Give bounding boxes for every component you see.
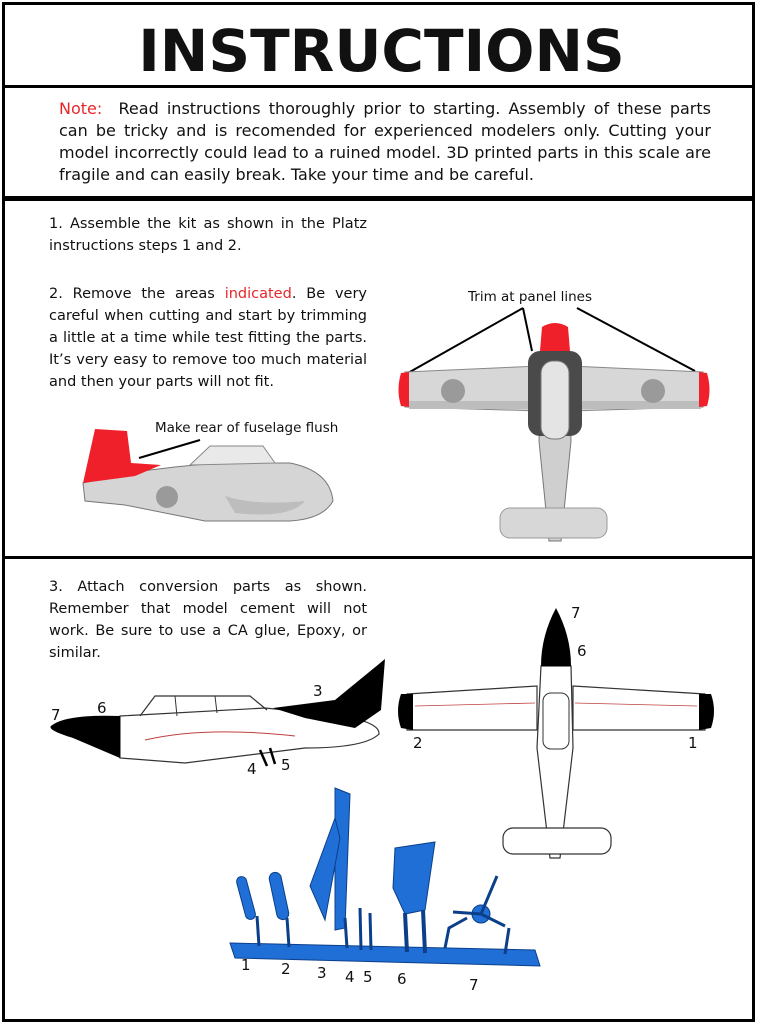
side-part-4: 4 — [247, 760, 257, 778]
step-1: 1. Assemble the kit as shown in the Platz instructions steps 1 and 2. — [49, 216, 367, 254]
side-part-6: 6 — [97, 699, 107, 717]
top-part-2: 2 — [413, 734, 423, 752]
sprue-part-1: 1 — [241, 956, 251, 974]
side-part-3: 3 — [313, 682, 323, 700]
sprue-part-7: 7 — [469, 976, 479, 994]
section-steps-1-2 — [2, 199, 755, 559]
note-box — [2, 88, 755, 199]
sprue-part-2: 2 — [281, 960, 291, 978]
note-label: Note: — [59, 99, 103, 118]
step-2-highlight: indicated — [224, 286, 292, 302]
flush-callout: Make rear of fuselage flush — [155, 420, 339, 436]
sprue-part-4: 4 — [345, 968, 355, 986]
section-step-3 — [2, 558, 755, 1022]
page-title: INSTRUCTIONS — [138, 17, 625, 85]
trim-callout: Trim at panel lines — [468, 289, 593, 305]
top-part-1: 1 — [688, 734, 698, 752]
sprue-part-3: 3 — [317, 964, 327, 982]
note-text — [59, 98, 711, 186]
step-3: 3. Attach conversion parts as shown. Remember that model cement will not work. Be sure to use a CA glue, Epoxy, or similar. — [49, 579, 367, 661]
side-view-trim-diagram — [5, 201, 758, 561]
note-body: Read instructions thoroughly prior to starting. Assembly of these parts can be tricky and is recomended for experienced modelers only. Cutting your model incorrectly could lead to a ruined model. 3D printed parts in this scale are fragile and can easily break. Take your time and be careful. — [59, 99, 711, 184]
side-part-7: 7 — [51, 706, 61, 724]
step-2-text-b: . Be very careful when cutting and start by trimming a little at a time while test fitting the parts. It’s very easy to remove too much material and then your parts will not fit. — [49, 286, 367, 390]
step-2-text-a: 2. Remove the areas — [49, 286, 225, 302]
top-part-7: 7 — [571, 604, 581, 622]
header-box — [2, 2, 755, 88]
top-part-6: 6 — [577, 642, 587, 660]
sprue-part-5: 5 — [363, 968, 373, 986]
printed-parts-sprue — [5, 558, 758, 1022]
sprue-part-6: 6 — [397, 970, 407, 988]
side-part-5: 5 — [281, 756, 291, 774]
